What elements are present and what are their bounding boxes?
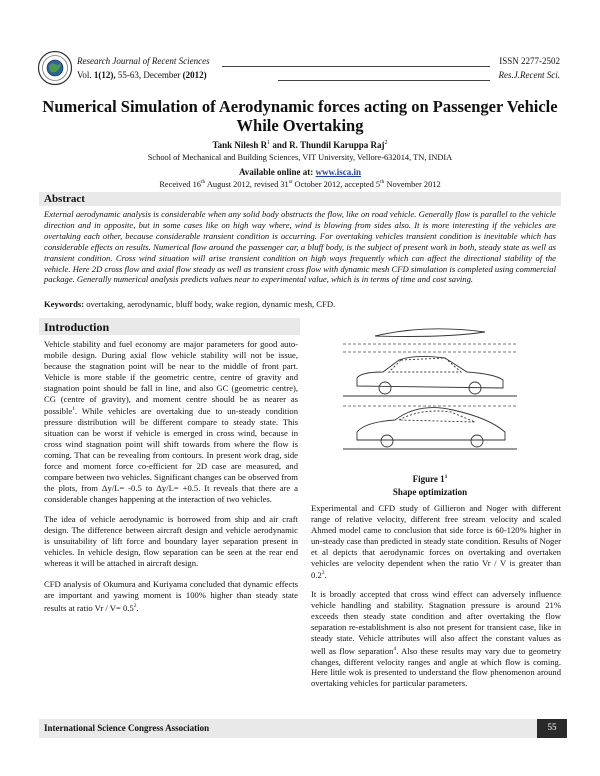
journal-name: Research Journal of Recent Sciences xyxy=(77,56,210,66)
intro-heading: Introduction xyxy=(44,320,110,334)
left-column xyxy=(44,339,298,614)
availability xyxy=(30,167,570,177)
revised-sup: st xyxy=(288,179,293,185)
accepted-date: November 2012 xyxy=(384,179,441,189)
title-line-1: Numerical Simulation of Aerodynamic forces acting on Passenger Vehicle xyxy=(42,97,558,116)
title-line-2: While Overtaking xyxy=(236,116,364,135)
right-paragraph-1 xyxy=(311,503,561,581)
intro-paragraph-3 xyxy=(44,579,298,614)
figure-label xyxy=(350,474,510,484)
car-2-rear-wheel xyxy=(471,435,483,447)
figure-cite: 1 xyxy=(444,474,448,480)
intro-p3-text-b: . xyxy=(136,602,139,613)
accepted-sup: th xyxy=(380,179,385,185)
figure-caption: Shape optimization xyxy=(392,487,468,497)
right-paragraph-2 xyxy=(311,589,561,689)
volume-number: 1(12), xyxy=(93,70,116,80)
right-p2-text-b: . Also these results may vary due to geometry changes, different velocity ranges and angle at which flow is coming. Here little wok is presented to understand the flow phenomenon around overtaking vehicles for particular parameters. xyxy=(311,645,561,689)
header-rule-top xyxy=(222,66,490,67)
intro-p1-text: Vehicle stability and fuel economy are major parameters for good auto-mobile design. During axial flow vehicle stability will not be issue, because the stagnation point will be near to the middle of front part. Vehicle is more stable if the geometric centre, centre of gravity and stagnation point should be fall in line, and also GC (geometric centre), CG (centre of gravity), and moment centre should be as nearer as possible xyxy=(44,339,298,417)
volume-prefix: Vol. xyxy=(77,70,94,80)
right-p1-cite: 3 xyxy=(321,570,325,577)
page-number: 55 xyxy=(547,722,557,732)
intro-p1-text-b: . While vehicles are overtaking due to un-steady condition pressure distribution will be different compare to steady state. This situation can be worst if vehicle is emerged in cross wind, because in cross wind stagnation point will shift towards from where the flow is coming. That can be revealing from contours. In present work drag, side force and moment force co-efficient for 2D case are measured, and compare between two vehicles. Significant changes can be observed from the plots, from Δy/L= -0.5 to Δy/L= +0.5. It reveals that there are a considerable changes happening at the interaction of two vehicles. xyxy=(44,406,298,504)
author-1: Tank Nilesh R xyxy=(212,140,268,150)
right-p2-text: It is broadly accepted that cross wind effect can adversely influence vehicle handling and stability. Stagnation pressure is around 21% exceeds then steady state condition and after overtaking the flow separation re-establishment is also not present for transient case, like in steady state. Vehicle attributes will also affect the constant values as well as flow separation xyxy=(311,589,561,656)
author-2-sup: 2 xyxy=(384,140,388,146)
right-p1-text: Experimental and CFD study of Gillieron and Noger with different range of relative velocity, different free stream velocity and scaled Ahmed model came to conclusion that side force is 60-120% higher in un-steady case than predicted in steady state condition. Results of Noger et al depicts that aerodynamic forces on overtaking and overtaken vehicles are velocity dependent when the ratio Vr / V is greater than 0.2 xyxy=(311,503,561,581)
footer-org: International Science Congress Association xyxy=(44,723,210,733)
received-text: Received 16 xyxy=(159,179,201,189)
journal-short: Res.J.Recent Sci. xyxy=(498,70,560,80)
accepted-text: October 2012, accepted 5 xyxy=(292,179,381,189)
header-rule-bottom xyxy=(278,80,490,81)
car-2-front-wheel xyxy=(381,435,393,447)
volume-pages: 55-63, December xyxy=(115,70,183,80)
abstract-heading: Abstract xyxy=(44,193,85,205)
right-column xyxy=(311,503,561,689)
abstract-heading-bar xyxy=(39,192,561,206)
received-dates xyxy=(30,179,570,189)
car-profile-2 xyxy=(357,408,505,440)
issn: ISSN 2277-2502 xyxy=(499,56,560,66)
keywords-text: overtaking, aerodynamic, bluff body, wake region, dynamic mesh, CFD. xyxy=(84,299,336,309)
intro-p3-cite: 2 xyxy=(133,602,137,609)
intro-paragraph-2: The idea of vehicle aerodynamic is borrowed from ship and air craft design. The difference between aircraft design and vehicle aerodynamic is unsuitability of lift force and boundary layer separation present in vehicles. In vehicle design, flow separation can be seen at the rear end whereas it will be attached in aircraft design. xyxy=(44,514,298,569)
keywords xyxy=(44,299,556,309)
isca-link[interactable]: www.isca.in xyxy=(315,167,362,177)
right-p1-text-b: . xyxy=(324,570,327,581)
figure-number: Figure 1 xyxy=(412,474,445,484)
keywords-label: Keywords: xyxy=(44,299,85,309)
airfoil-shape xyxy=(375,329,485,337)
author-2: and R. Thundil Karuppa Raj xyxy=(270,140,385,150)
journal-volume xyxy=(77,70,207,80)
abstract-text: External aerodynamic analysis is considerable when any solid body obstructs the flow, like on road vehicle. Generally flow is parallel to the vehicle direction and in opposite, but in some cases like on high way where, wind is blowing from sides also. It is more interesting if the vehicles are overtaking each other, because considerable transient condition is occurring. For overtaking vehicles transient condition is inevitable which has considerable effects on results. Numerical flow around the passenger car, a bluff body, is the subject of present work in both, steady state as well as transient condition. Cross wind situation will arise transient condition on high ways frequently which can affect the directional stability of the vehicle. Here 2D cross flow and axial flow steady as well as transient cross flow with dynamic mesh CFD simulation is completed using commercial package. Generally numerical analysis predicts values near to experimental value, which is in terms of time and cost saving. xyxy=(44,209,556,285)
authors xyxy=(30,140,570,150)
received-sup: th xyxy=(200,179,206,185)
author-1-sup: 1 xyxy=(267,140,271,146)
shape-optimization-figure xyxy=(335,316,525,468)
available-label: Available online at: xyxy=(238,167,316,177)
volume-year: (2012) xyxy=(182,70,207,80)
right-p2-cite: 4 xyxy=(393,645,397,652)
intro-p3-text: CFD analysis of Okumura and Kuriyama concluded that dynamic effects are important and yawing moment is 100% higher than steady state results at ratio Vr / V= 0.5 xyxy=(44,578,298,613)
intro-paragraph-1 xyxy=(44,339,298,504)
affiliation: School of Mechanical and Building Sciences, VIT University, Vellore-632014, TN, INDIA xyxy=(147,153,453,162)
intro-p1-cite: 1 xyxy=(72,406,75,413)
revised-text: August 2012, revised 31 xyxy=(205,179,289,189)
journal-logo xyxy=(37,50,73,86)
car-1-front-wheel xyxy=(379,382,391,394)
figure-1 xyxy=(335,316,525,468)
paper-title xyxy=(30,97,570,135)
